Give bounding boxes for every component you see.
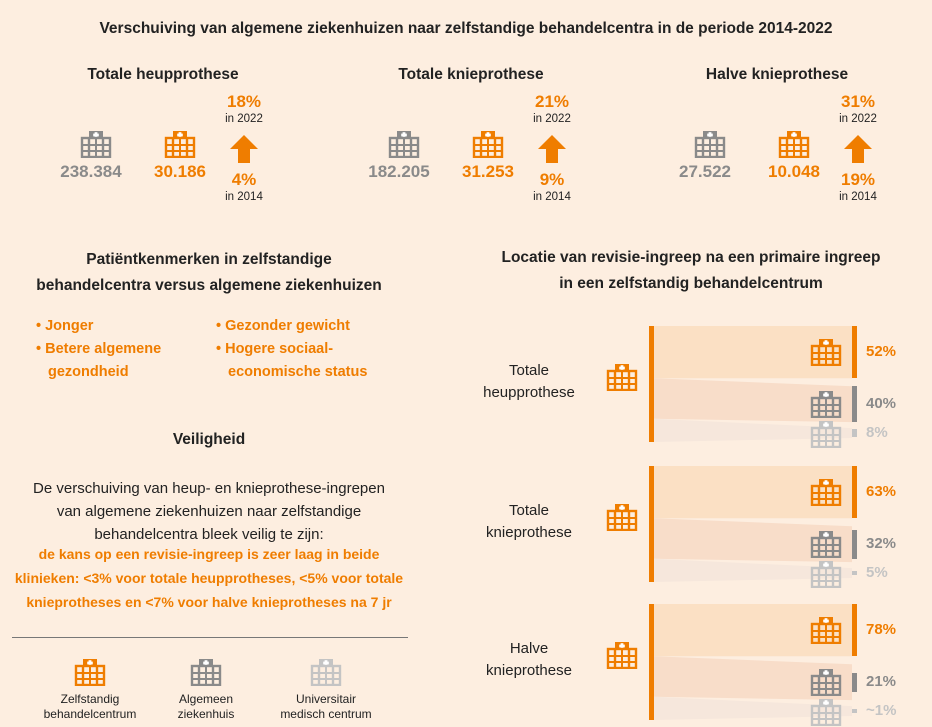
pct-2014: 4% [231, 170, 257, 189]
safety-line: behandelcentra bleek veilig te zijn: [94, 526, 324, 543]
list-item: gezondheid [48, 364, 129, 380]
safety-line: van algemene ziekenhuizen naar zelfstandige [56, 503, 362, 520]
list-item: • Hogere sociaal- [216, 341, 334, 357]
pct-2022: 21% [534, 92, 570, 111]
academic-bar [852, 709, 857, 713]
revision-row-label-line2: knieprothese [486, 662, 572, 679]
hospital-icon [606, 503, 638, 531]
list-item: • Gezonder gewicht [216, 318, 350, 334]
hospital-icon [810, 560, 842, 588]
revision-row-label-line1: Halve [509, 640, 549, 657]
academic-pct: 8% [866, 424, 888, 442]
independent-count: 30.186 [154, 162, 206, 181]
label-2022: in 2022 [839, 113, 877, 125]
label-2014: in 2014 [225, 191, 263, 203]
hospital-icon [810, 530, 842, 558]
pct-2022: 31% [840, 92, 876, 111]
legend-label-line1: Universitair [295, 692, 356, 706]
legend-label-line2: behandelcentrum [43, 707, 137, 721]
general-pct: 40% [866, 395, 897, 413]
safety-highlight-line: knieprotheses en <7% voor halve knieprotheses na 7 jr [26, 594, 392, 610]
legend-label-line2: ziekenhuis [177, 707, 235, 721]
hospital-icon [810, 698, 842, 726]
pct-2014: 9% [539, 170, 565, 189]
independent-pct: 78% [866, 621, 897, 639]
legend-label-line1: Zelfstandig [60, 692, 120, 706]
academic-bar [852, 571, 857, 576]
revision-row-label-line1: Totale [508, 502, 550, 519]
independent-pct: 63% [866, 483, 897, 501]
independent-count: 31.253 [462, 162, 514, 181]
independent-bar [852, 604, 857, 656]
independent-bar [852, 466, 857, 518]
list-item: • Betere algemene [36, 341, 162, 357]
label-2022: in 2022 [533, 113, 571, 125]
hospital-icon [810, 478, 842, 506]
safety-line: De verschuiving van heup- en knieprothese-ingrepen [33, 480, 385, 497]
general-count: 182.205 [368, 162, 430, 181]
list-item: • Jonger [36, 318, 94, 334]
procedure-title: Totale heupprothese [87, 66, 239, 83]
general-pct: 32% [866, 535, 897, 553]
hospital-icon [810, 616, 842, 644]
safety-highlight-line: klinieken: <3% voor totale heupprotheses, <5% voor totale [14, 570, 404, 586]
source-bar [649, 604, 654, 720]
hospital-icon [810, 390, 842, 418]
revision-row-label [455, 500, 603, 544]
independent-count: 10.048 [768, 162, 820, 181]
list-item: economische status [228, 364, 368, 380]
revision-row-label-line1: Totale [508, 362, 550, 379]
revision-row-label-line2: knieprothese [486, 524, 572, 541]
revision-row-label-line2: heupprothese [483, 384, 575, 401]
pct-2022: 18% [226, 92, 262, 111]
label-2022: in 2022 [225, 113, 263, 125]
academic-bar [852, 429, 857, 436]
general-pct: 21% [866, 673, 897, 691]
legend-label-line2: medisch centrum [280, 707, 372, 721]
independent-bar [852, 326, 857, 378]
legend-label-line1: Algemeen [178, 692, 234, 706]
hospital-icon [606, 363, 638, 391]
hospital-icon [810, 420, 842, 448]
revision-row-label [455, 360, 603, 404]
revision-row-label [455, 638, 603, 682]
patient-title-line1: Patiëntkenmerken in zelfstandige [86, 251, 332, 268]
source-bar [649, 466, 654, 582]
academic-pct: 5% [866, 564, 888, 582]
revision-title-line2: in een zelfstandig behandelcentrum [559, 275, 823, 292]
academic-pct: ~1% [866, 702, 897, 720]
source-bar [649, 326, 654, 442]
hospital-icon [810, 668, 842, 696]
safety-title: Veiligheid [172, 431, 246, 448]
procedure-title: Totale knieprothese [398, 66, 544, 83]
revision-title-line1: Locatie van revisie-ingreep na een primaire ingreep [501, 249, 881, 266]
general-bar [852, 386, 857, 422]
hospital-icon [606, 641, 638, 669]
safety-highlight-line: de kans op een revisie-ingreep is zeer laag in beide [38, 546, 380, 562]
hospital-icon [810, 338, 842, 366]
general-count: 27.522 [679, 162, 731, 181]
independent-pct: 52% [866, 343, 897, 361]
label-2014: in 2014 [839, 191, 877, 203]
general-bar [852, 530, 857, 559]
label-2014: in 2014 [533, 191, 571, 203]
general-bar [852, 673, 857, 692]
pct-2014: 19% [840, 170, 876, 189]
procedure-title: Halve knieprothese [705, 66, 849, 83]
patient-title-line2: behandelcentra versus algemene ziekenhuizen [36, 277, 382, 294]
page-title: Verschuiving van algemene ziekenhuizen naar zelfstandige behandelcentra in de periode 2014-2022 [99, 20, 833, 37]
general-count: 238.384 [60, 162, 122, 181]
